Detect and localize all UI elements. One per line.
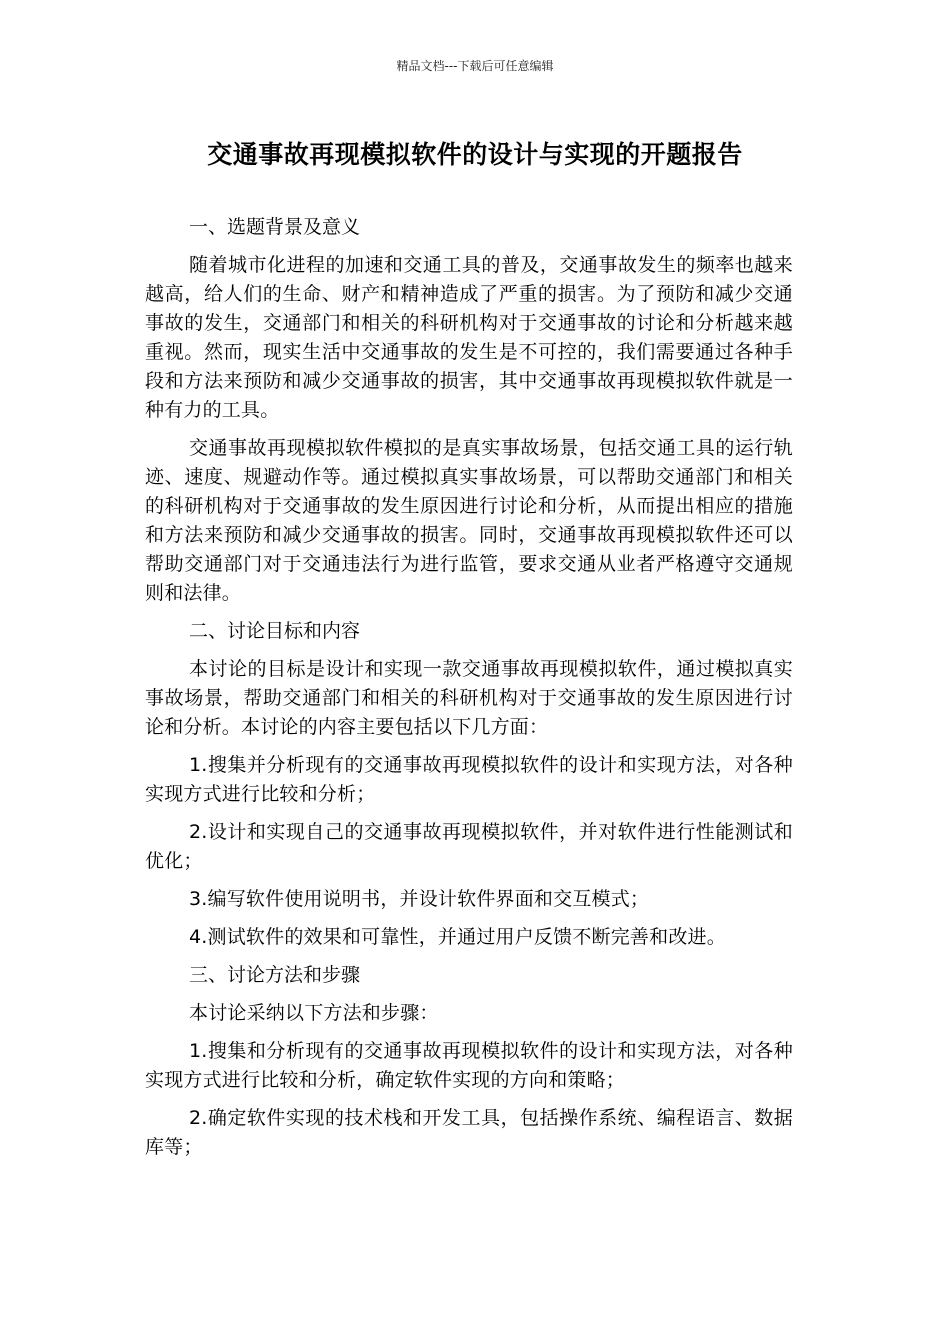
header-note: 精品文档---下载后可任意编辑 — [396, 59, 554, 73]
paragraph-methods-intro: 本讨论采纳以下方法和步骤： — [189, 1002, 439, 1024]
section-heading-goals: 二、讨论目标和内容 — [189, 620, 361, 642]
document-body — [145, 213, 793, 1171]
document-title: 交通事故再现模拟软件的设计与实现的开题报告 — [207, 140, 743, 169]
section-heading-methods: 三、讨论方法和步骤 — [189, 964, 361, 986]
list-item-methods-1: 1.搜集和分析现有的交通事故再现模拟软件的设计和实现方法，对各种实现方式进行比较和分析，确定软件实现的方向和策略； — [145, 1040, 793, 1091]
list-item-goals-4: 4.测试软件的效果和可靠性，并通过用户反馈不断完善和改进。 — [189, 926, 726, 948]
paragraph-background-2: 交通事故再现模拟软件模拟的是真实事故场景，包括交通工具的运行轨迹、速度、规避动作等。通过模拟真实事故场景，可以帮助交通部门和相关的科研机构对于交通事故的发生原因进行讨论和分析，从而提出相应的措施和方法来预防和减少交通事故的损害。同时，交通事故再现模拟软件还可以帮助交通部门对于交通违法行为进行监管，要求交通从业者严格遵守交通规则和法律。 — [145, 437, 793, 604]
section-heading-background: 一、选题背景及意义 — [189, 216, 361, 238]
paragraph-goals-intro: 本讨论的目标是设计和实现一款交通事故再现模拟软件，通过模拟真实事故场景，帮助交通部门和相关的科研机构对于交通事故的发生原因进行讨论和分析。本讨论的内容主要包括以下几方面： — [145, 658, 793, 738]
paragraph-background-1: 随着城市化进程的加速和交通工具的普及，交通事故发生的频率也越来越高，给人们的生命、财产和精神造成了严重的损害。为了预防和减少交通事故的发生，交通部门和相关的科研机构对于交通事故的讨论和分析越来越重视。然而，现实生活中交通事故的发生是不可控的，我们需要通过各种手段和方法来预防和减少交通事故的损害，其中交通事故再现模拟软件就是一种有力的工具。 — [145, 254, 793, 421]
list-item-methods-2: 2.确定软件实现的技术栈和开发工具，包括操作系统、编程语言、数据库等； — [145, 1107, 793, 1158]
list-item-goals-3: 3.编写软件使用说明书，并设计软件界面和交互模式； — [189, 888, 650, 910]
list-item-goals-1: 1.搜集并分析现有的交通事故再现模拟软件的设计和实现方法，对各种实现方式进行比较和分析； — [145, 754, 793, 805]
list-item-goals-2: 2.设计和实现自己的交通事故再现模拟软件，并对软件进行性能测试和优化； — [145, 821, 793, 872]
